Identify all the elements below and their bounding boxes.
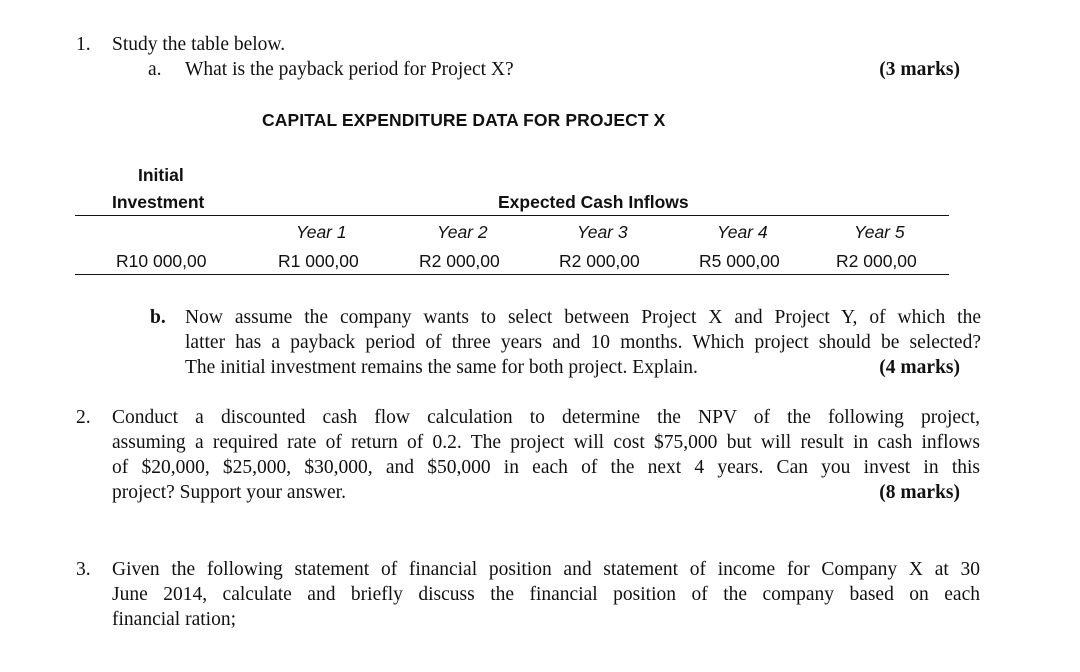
question-1-text: Study the table below. [112,34,286,55]
question-1a-letter: a. [148,59,162,80]
question-2-text [112,405,980,505]
question-3-number: 3. [76,559,91,580]
question-3-line: June 2014, calculate and briefly discuss the financial position of the company based on each [112,584,980,605]
question-3-line: financial ration; [112,609,236,630]
question-2-line: of $20,000, $25,000, $30,000, and $50,000 in each of the next 4 years. Can you invest in this [112,457,980,478]
question-3-text [112,557,980,632]
year-2-value: R2 000,00 [419,251,500,271]
question-1b-text [185,305,981,380]
table-bottom-rule [75,274,949,275]
question-2-line: Conduct a discounted cash flow calculation to determine the NPV of the following project, [112,407,980,428]
header-initial: Initial [138,165,184,185]
table-top-rule [75,215,949,216]
question-1a-marks: (3 marks) [879,59,960,80]
question-1-number: 1. [76,34,91,55]
question-2-number: 2. [76,407,91,428]
header-expected-cash-inflows: Expected Cash Inflows [498,192,689,212]
question-1b-line: Now assume the company wants to select between Project X and Project Y, of which the [185,307,981,328]
question-1b-letter: b. [150,307,166,328]
table-title: CAPITAL EXPENDITURE DATA FOR PROJECT X [262,110,666,130]
year-1-header: Year 1 [296,222,347,242]
initial-investment-value: R10 000,00 [116,251,207,271]
question-3-line: Given the following statement of financial position and statement of income for Company X at 30 [112,559,980,580]
year-3-value: R2 000,00 [559,251,640,271]
question-1b-line: The initial investment remains the same for both project. Explain. [185,357,698,378]
question-1b-line: latter has a payback period of three years and 10 months. Which project should be selected? [185,332,981,353]
question-1a-text: What is the payback period for Project X? [185,59,514,80]
year-2-header: Year 2 [437,222,488,242]
header-investment: Investment [112,192,205,212]
year-4-value: R5 000,00 [699,251,780,271]
year-5-value: R2 000,00 [836,251,917,271]
year-1-value: R1 000,00 [278,251,359,271]
question-2-line: project? Support your answer. [112,482,346,503]
year-3-header: Year 3 [577,222,628,242]
question-2-line: assuming a required rate of return of 0.2. The project will cost $75,000 but will result in cash inflows [112,432,980,453]
question-2-marks: (8 marks) [879,482,960,503]
year-5-header: Year 5 [854,222,905,242]
year-4-header: Year 4 [717,222,768,242]
question-1b-marks: (4 marks) [879,357,960,378]
